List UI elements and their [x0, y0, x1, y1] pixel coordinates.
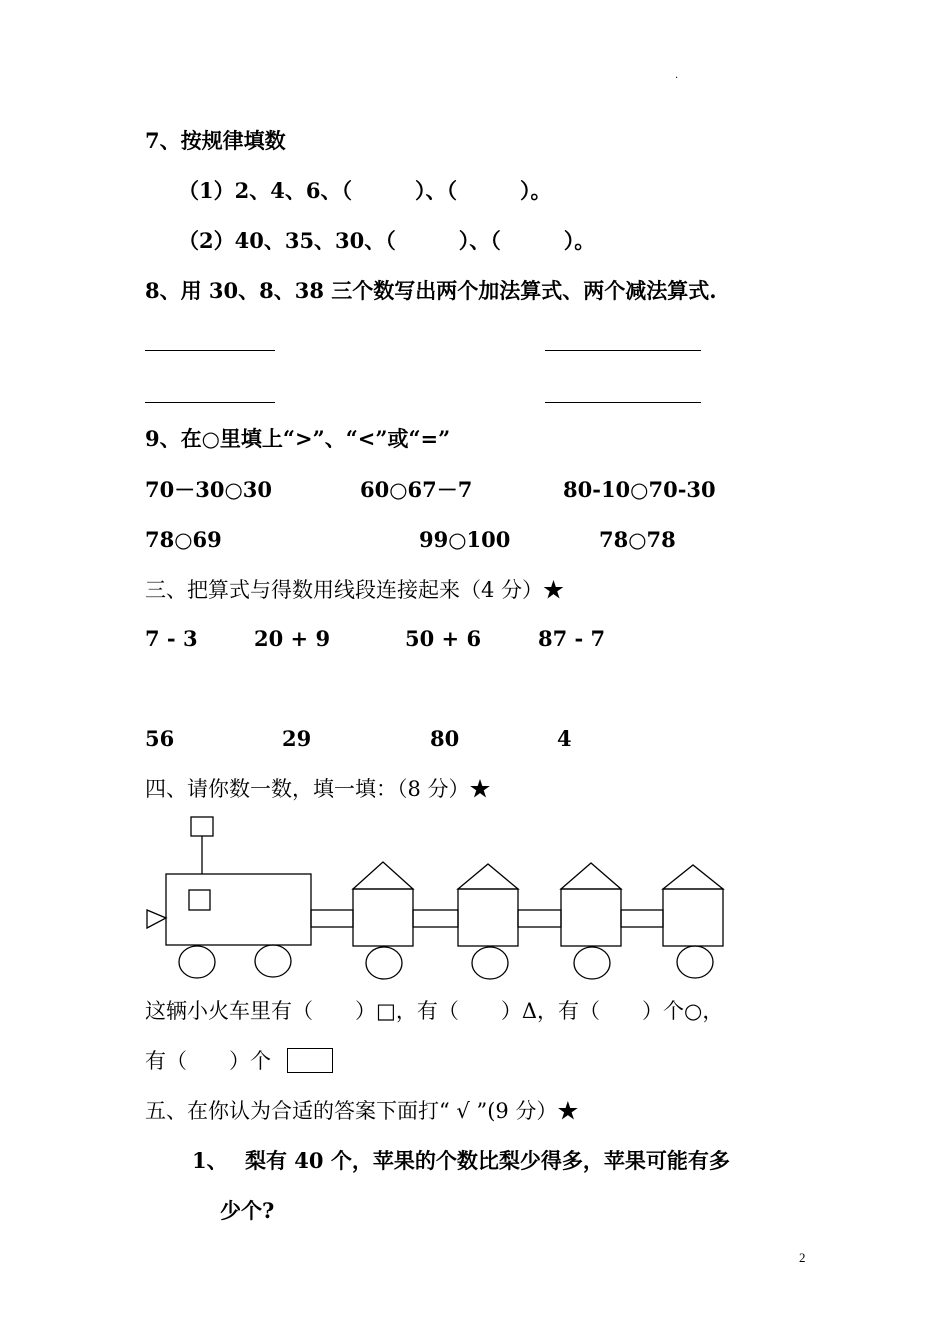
q9-row2-item: 99○100	[419, 527, 511, 552]
wheel-circle-icon	[366, 947, 402, 979]
engine-window-square-icon	[189, 890, 210, 910]
wheel-circle-icon	[179, 946, 215, 978]
s3-answer: 80	[430, 726, 460, 751]
q9-row1-item: 60○67－7	[360, 477, 473, 502]
wheel-circle-icon	[677, 946, 713, 978]
s4-line1: 这辆小火车里有（ ）□，有（ ）Δ，有（ ）个○，	[145, 999, 724, 1023]
s3-expr: 20 + 9	[254, 626, 331, 651]
s3-answer: 56	[145, 726, 175, 751]
q7-title: 7、按规律填数	[145, 128, 286, 153]
s3-title: 三、把算式与得数用线段连接起来（4 分）★	[145, 578, 565, 602]
q7-line1: （1）2、4、6、（ ）、（ ）。	[178, 178, 552, 203]
car-square	[458, 889, 518, 946]
coupler	[621, 910, 663, 927]
q7-line2: （2）40、35、30、（ ）、（ ）。	[178, 228, 596, 253]
car-roof-triangle-icon	[663, 865, 723, 889]
s3-expr: 7 - 3	[145, 626, 198, 651]
coupler	[413, 910, 458, 927]
q9-title: 9、在○里填上“>”、“<”或“=”	[145, 426, 451, 451]
rectangle-answer-icon	[287, 1048, 333, 1073]
q9-row2-item: 78○69	[145, 527, 222, 552]
s3-answer: 29	[282, 726, 312, 751]
coupler	[518, 910, 561, 927]
s3-answer: 4	[557, 726, 572, 751]
car-square	[561, 889, 621, 946]
s5-title: 五、在你认为合适的答案下面打“ √ ”(9 分）★	[145, 1099, 579, 1123]
s3-expr: 50 + 6	[405, 626, 482, 651]
q9-row1-item: 80-10○70-30	[563, 477, 716, 502]
s3-expr: 87 - 7	[538, 626, 606, 651]
car-roof-triangle-icon	[353, 862, 413, 889]
s4-title: 四、请你数一数，填一填：（8 分）★	[145, 777, 491, 801]
car-square	[663, 889, 723, 946]
page-number: 2	[799, 1250, 806, 1265]
top-dot-mark: .	[675, 70, 679, 81]
q8-title: 8、用 30、8、38 三个数写出两个加法算式、两个减法算式.	[145, 278, 717, 303]
engine-rectangle	[166, 874, 311, 945]
wheel-circle-icon	[255, 945, 291, 977]
car-roof-triangle-icon	[458, 864, 518, 889]
wheel-circle-icon	[574, 947, 610, 979]
q9-row2-item: 78○78	[599, 527, 676, 552]
coupler	[311, 910, 353, 927]
car-square	[353, 889, 413, 946]
wheel-circle-icon	[472, 947, 508, 979]
s5-q1-line2: 少个?	[220, 1198, 275, 1223]
s4-line2: 有（ ）个	[145, 1049, 271, 1073]
s5-q1-line1: 梨有 40 个，苹果的个数比梨少得多，苹果可能有多	[245, 1148, 730, 1173]
q9-row1-item: 70－30○30	[145, 477, 272, 502]
chimney-square-icon	[191, 817, 213, 836]
s5-q1-number: 1、	[192, 1148, 228, 1173]
engine-front-triangle-icon	[147, 910, 166, 928]
car-roof-triangle-icon	[561, 863, 621, 889]
